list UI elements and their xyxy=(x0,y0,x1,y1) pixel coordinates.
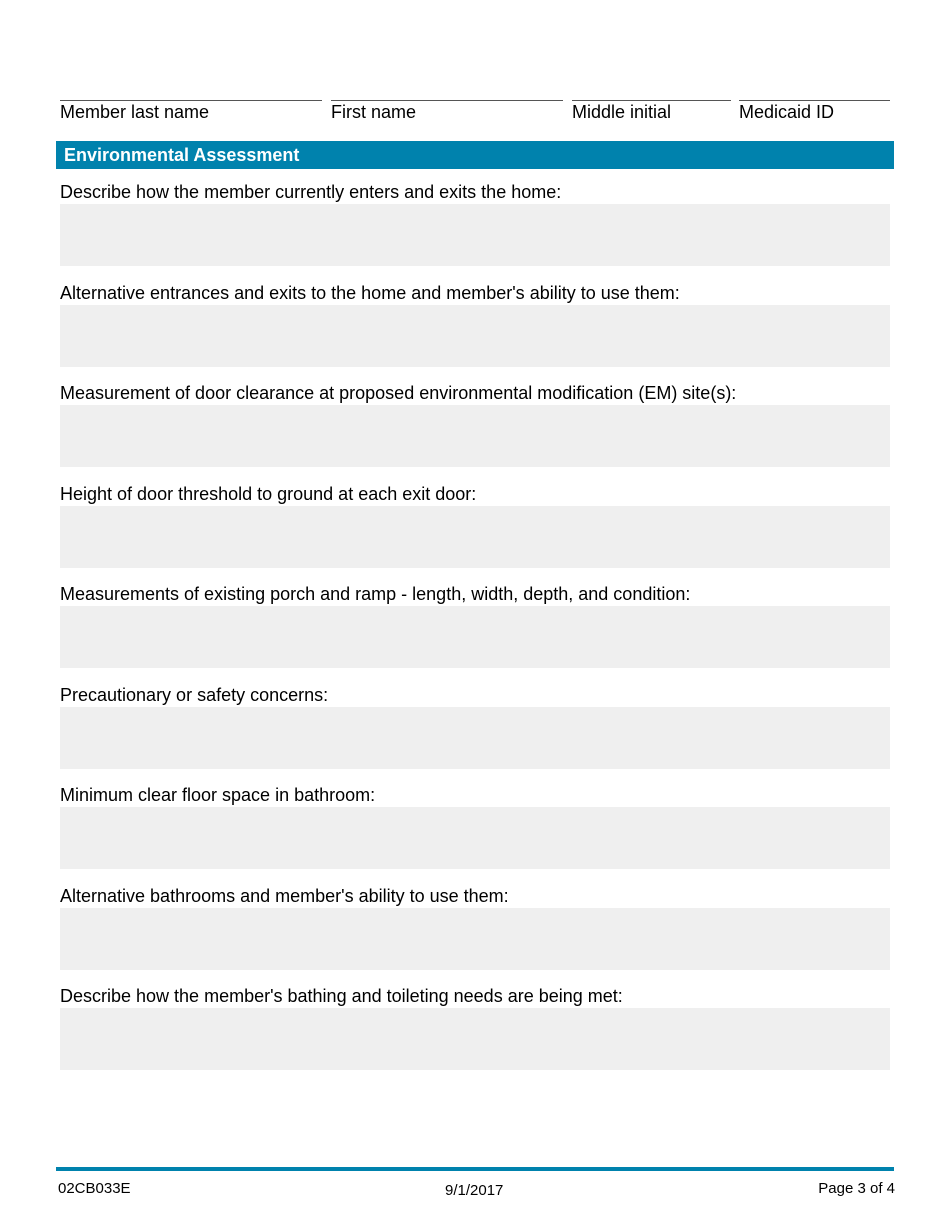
question-label: Measurements of existing porch and ramp - length, width, depth, and condition: xyxy=(60,584,691,604)
question-entry-exit xyxy=(60,181,890,266)
question-door-clearance xyxy=(60,382,890,467)
question-safety-concerns xyxy=(60,684,890,769)
medicaid-id-field[interactable] xyxy=(739,100,890,122)
question-alternative-entrances xyxy=(60,282,890,367)
middle-initial-label: Middle initial xyxy=(572,102,672,122)
question-label: Height of door threshold to ground at each exit door: xyxy=(60,484,477,504)
answer-field[interactable] xyxy=(60,506,890,568)
answer-field[interactable] xyxy=(60,1008,890,1070)
question-bathing-toileting xyxy=(60,985,890,1070)
footer-divider xyxy=(56,1167,894,1171)
page-number: Page 3 of 4 xyxy=(818,1180,895,1197)
member-last-name-field[interactable] xyxy=(60,100,322,122)
question-alternative-bathrooms xyxy=(60,885,890,970)
member-last-name-label: Member last name xyxy=(60,102,210,122)
question-label: Measurement of door clearance at proposed environmental modification (EM) site(s): xyxy=(60,383,737,403)
section-title: Environmental Assessment xyxy=(64,145,300,165)
form-date: 9/1/2017 xyxy=(445,1182,504,1199)
question-label: Precautionary or safety concerns: xyxy=(60,685,329,705)
question-label: Describe how the member currently enters and exits the home: xyxy=(60,182,562,202)
middle-initial-field[interactable] xyxy=(572,100,731,122)
answer-field[interactable] xyxy=(60,204,890,266)
question-label: Alternative bathrooms and member's ability to use them: xyxy=(60,886,509,906)
answer-field[interactable] xyxy=(60,707,890,769)
question-label: Alternative entrances and exits to the home and member's ability to use them: xyxy=(60,283,680,303)
medicaid-id-label: Medicaid ID xyxy=(739,102,835,122)
answer-field[interactable] xyxy=(60,305,890,367)
answer-field[interactable] xyxy=(60,606,890,668)
question-door-threshold xyxy=(60,483,890,568)
answer-field[interactable] xyxy=(60,908,890,970)
first-name-field[interactable] xyxy=(331,100,563,122)
question-label: Describe how the member's bathing and toileting needs are being met: xyxy=(60,986,623,1006)
answer-field[interactable] xyxy=(60,405,890,467)
question-label: Minimum clear floor space in bathroom: xyxy=(60,785,376,805)
answer-field[interactable] xyxy=(60,807,890,869)
section-title-bar xyxy=(56,141,894,169)
form-code: 02CB033E xyxy=(58,1180,131,1197)
first-name-label: First name xyxy=(331,102,417,122)
question-bathroom-floor-space xyxy=(60,784,890,869)
question-porch-ramp xyxy=(60,583,890,668)
